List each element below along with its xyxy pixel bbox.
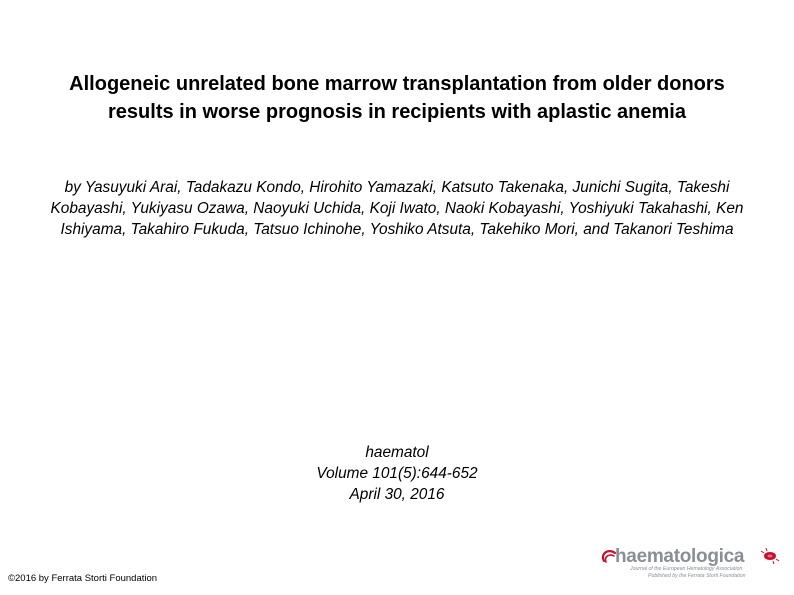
red-cell-icon — [761, 548, 779, 564]
publication-date: April 30, 2016 — [349, 486, 445, 503]
journal-volume: Volume 101(5):644-652 — [316, 465, 478, 482]
haematologica-logo — [598, 540, 780, 580]
journal-citation — [197, 442, 597, 505]
logo-tagline-2: Published by the Ferrata Storti Foundation — [648, 573, 746, 579]
copyright-notice: ©2016 by Ferrata Storti Foundation — [8, 573, 158, 584]
logo-wordmark: haematologica — [615, 546, 745, 567]
paper-authors: by Yasuyuki Arai, Tadakazu Kondo, Hirohito Yamazaki, Katsuto Takenaka, Junichi Sugita, Takeshi Kobayashi, Yukiyasu Ozawa, Naoyuki Uchida, Koji Iwato, Naoki Kobayashi, Yoshiyuki Takahashi, Ken Ishiyama, Takahiro Fukuda, Tatsuo Ichinohe, Yoshiko Atsuta, Takehiko Mori, and Takanori Teshima — [50, 179, 744, 238]
logo-tagline-1: Journal of the European Hematology Association — [630, 566, 743, 572]
journal-name: haematol — [365, 444, 429, 461]
logo-swirl-icon — [603, 551, 615, 562]
paper-title: Allogeneic unrelated bone marrow transplantation from older donors results in worse prognosis in recipients with aplastic anemia — [69, 73, 725, 123]
